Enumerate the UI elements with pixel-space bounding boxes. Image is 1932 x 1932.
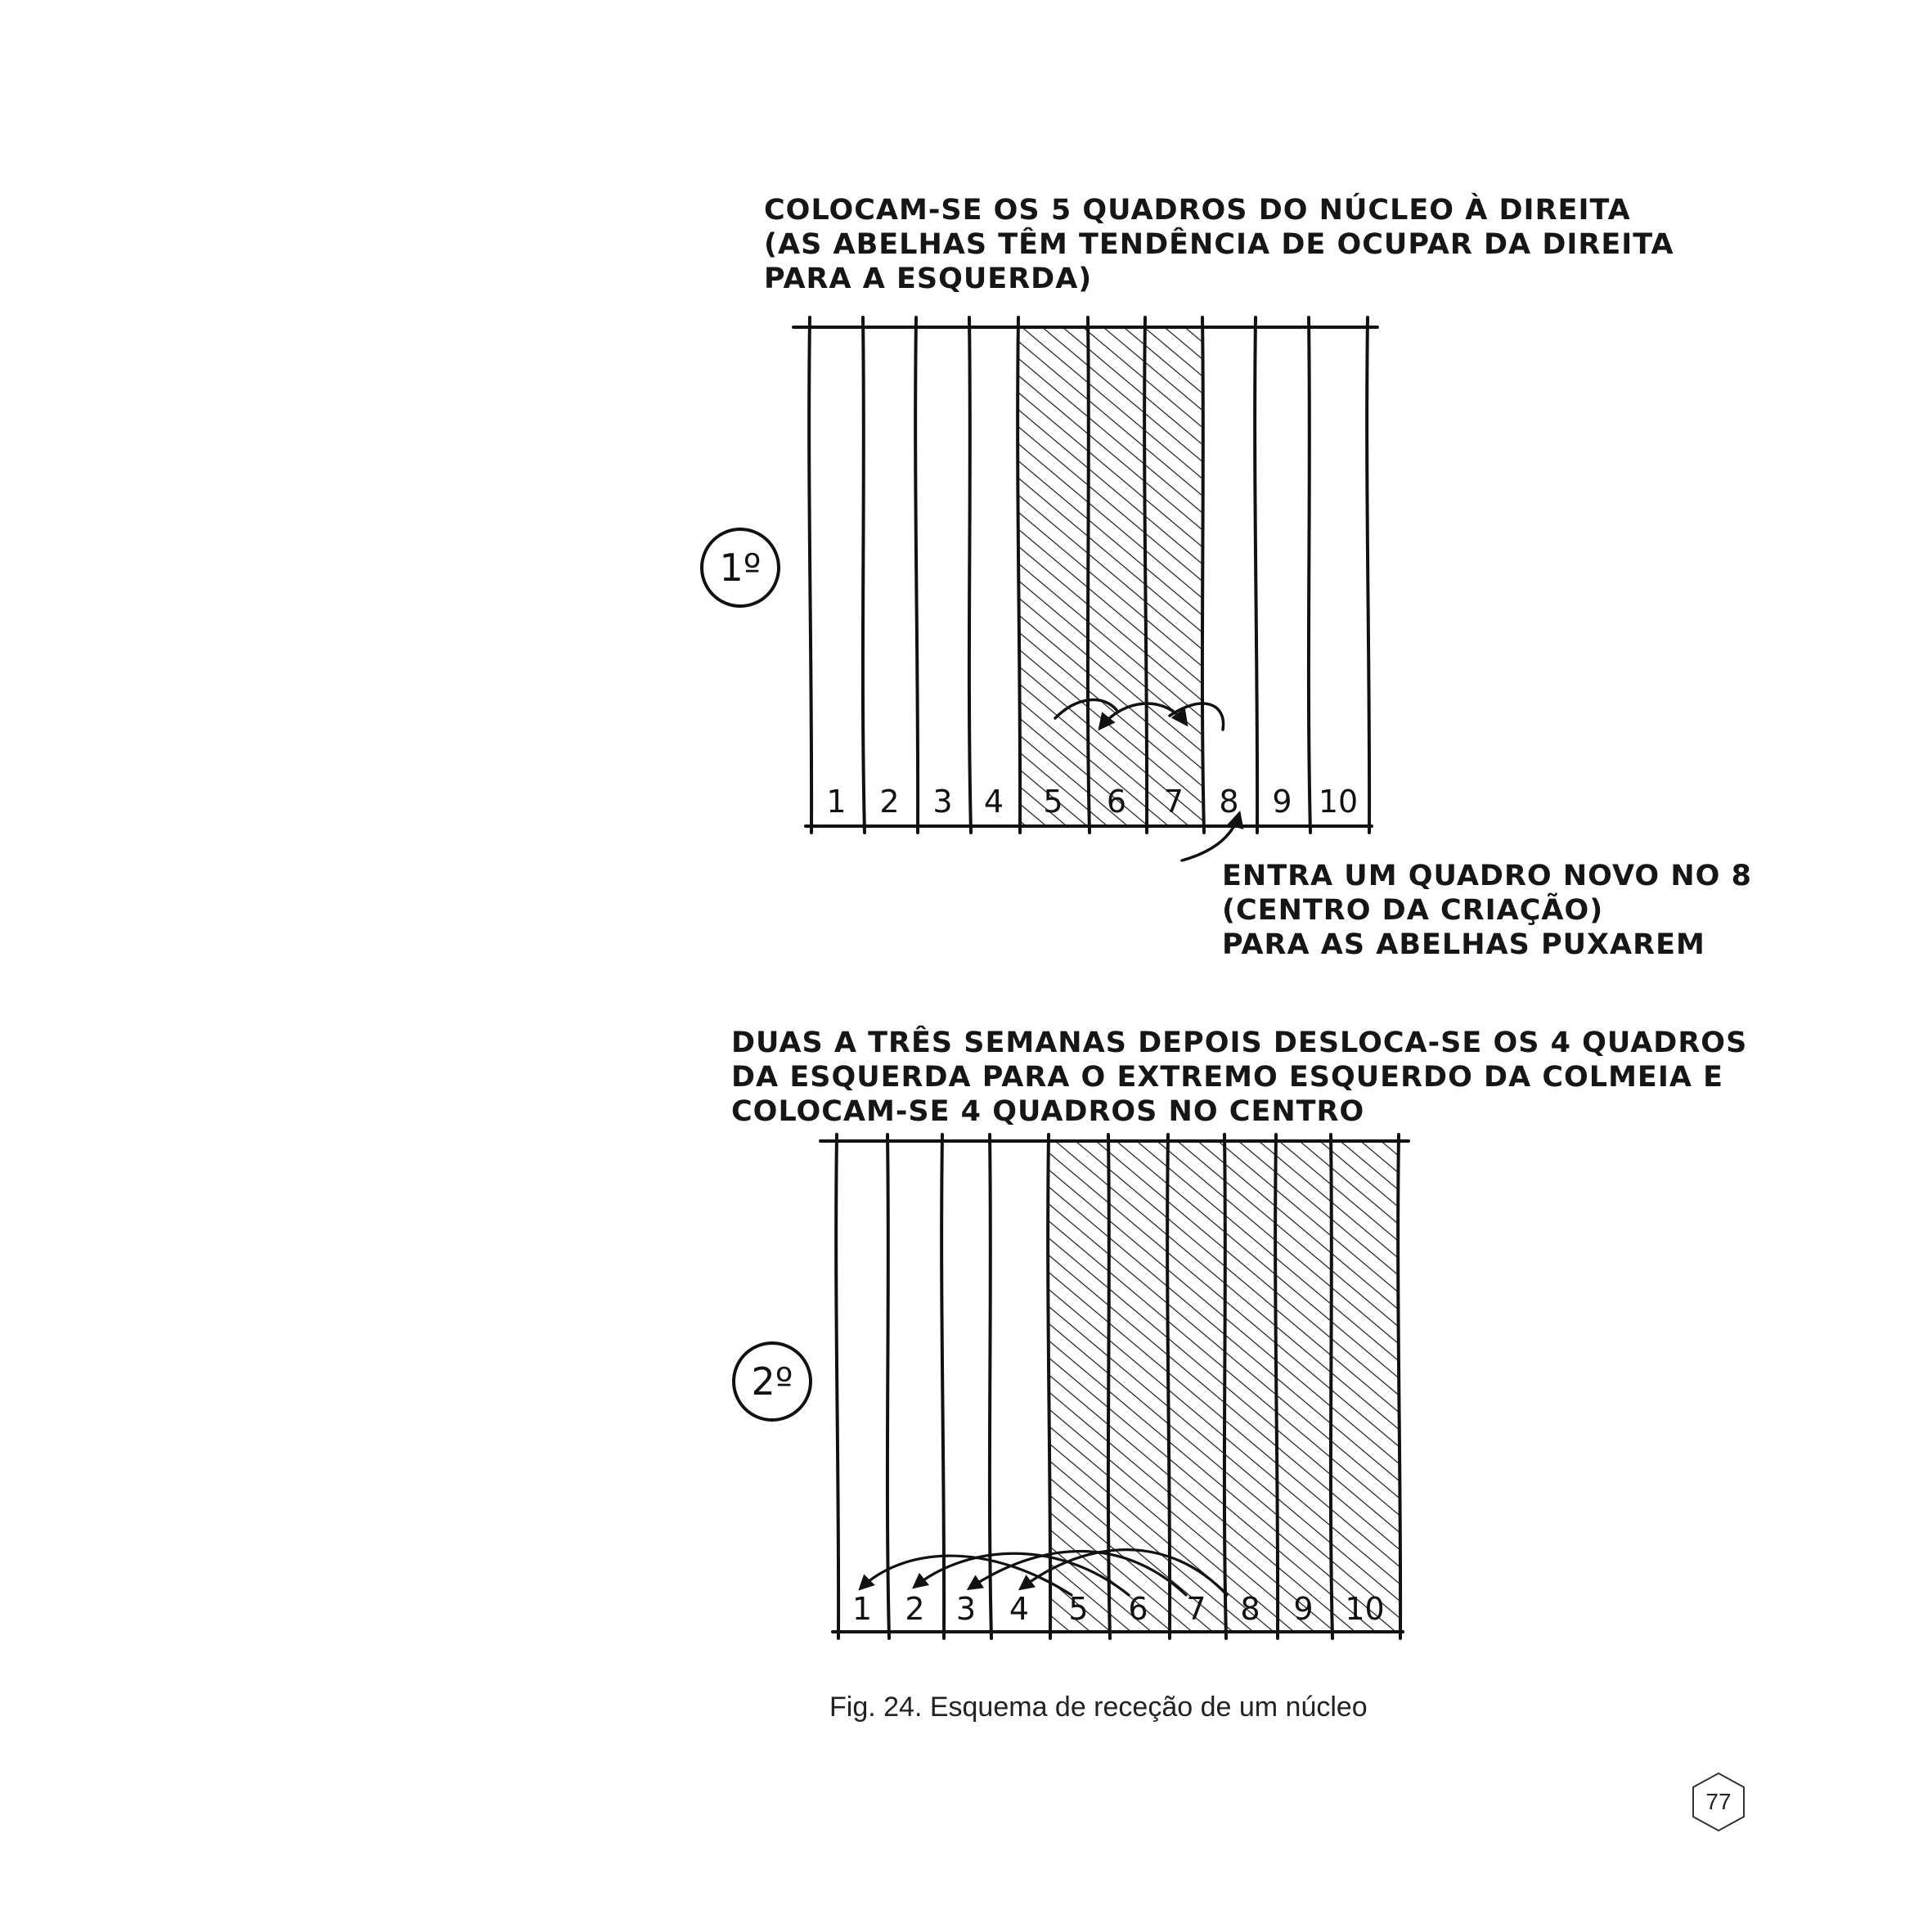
hatched-frame-8: [1224, 1141, 1276, 1632]
frame-number-label: 1: [851, 1591, 873, 1627]
step1-instruction-line: PARA A ESQUERDA): [764, 263, 1093, 295]
page-number: 77: [1705, 1789, 1732, 1814]
hive-diagram-step-1: [793, 317, 1377, 833]
frame-divider: [990, 1134, 991, 1638]
frame-divider: [1108, 1134, 1110, 1638]
frame-number-label: 8: [1240, 1591, 1260, 1627]
step2-instruction-line: COLOCAM-SE 4 QUADROS NO CENTRO: [731, 1095, 1365, 1128]
frame-divider: [969, 317, 971, 833]
step1-instruction-line: COLOCAM-SE OS 5 QUADROS DO NÚCLEO À DIREITA: [764, 194, 1631, 227]
frame-divider: [941, 1134, 944, 1638]
step-2-badge: 2º: [732, 1341, 812, 1422]
frame-number-label: 7: [1186, 1591, 1206, 1627]
frame-divider: [809, 317, 811, 833]
frame-divider: [1309, 317, 1310, 833]
hatched-frame-5: [1018, 327, 1088, 826]
frame-number-label: 8: [1219, 784, 1239, 820]
frame-number-label: 7: [1163, 784, 1184, 820]
new-frame-note-line: ENTRA UM QUADRO NOVO NO 8: [1222, 860, 1752, 892]
frame-number-label: 6: [1106, 784, 1127, 820]
frame-number-label: 1: [826, 784, 847, 820]
frame-number-label: 3: [955, 1591, 977, 1627]
hatched-frame-6: [1108, 1141, 1168, 1632]
frame-number-label: 4: [983, 784, 1004, 820]
frame-divider: [1367, 317, 1369, 833]
frame-number-label: 5: [1043, 784, 1063, 820]
frame-divider: [1255, 317, 1257, 833]
hatched-frame-7: [1145, 327, 1202, 826]
frame-divider: [1224, 1134, 1226, 1638]
frame-divider: [887, 1134, 889, 1638]
new-frame-note-line: PARA AS ABELHAS PUXAREM: [1222, 928, 1705, 961]
hatched-frame-10: [1331, 1141, 1399, 1632]
frame-divider: [1088, 317, 1090, 833]
frame-divider: [1202, 317, 1204, 833]
frame-number-label: 9: [1293, 1591, 1314, 1627]
frame-number-label: 2: [879, 784, 900, 820]
frame-divider: [863, 317, 865, 833]
step2-instruction-line: DUAS A TRÊS SEMANAS DEPOIS DESLOCA-SE OS 4 QUADROS: [731, 1027, 1748, 1059]
frame-divider: [915, 317, 918, 833]
figure-caption: Fig. 24. Esquema de receção de um núcleo: [829, 1692, 1368, 1723]
step2-instruction-line: DA ESQUERDA PARA O EXTREMO ESQUERDO DA COLMEIA E: [731, 1061, 1724, 1094]
frame-number-label: 3: [932, 784, 953, 820]
hatched-frame-9: [1276, 1141, 1331, 1632]
page-number-badge: [1690, 1771, 1747, 1833]
hatched-frame-6: [1088, 327, 1145, 826]
frame-number-label: 9: [1272, 784, 1292, 820]
frame-number-label: 10: [1318, 784, 1359, 820]
frame-number-label: 5: [1068, 1591, 1089, 1627]
step-1-badge: 1º: [700, 528, 780, 608]
frame-number-label: 4: [1009, 1591, 1030, 1627]
frame-number-label: 10: [1345, 1591, 1385, 1627]
new-frame-note-line: (CENTRO DA CRIAÇÃO): [1222, 894, 1604, 927]
frame-number-label: 6: [1128, 1591, 1148, 1627]
frame-number-label: 2: [905, 1591, 925, 1627]
step1-instruction-line: (AS ABELHAS TÊM TENDÊNCIA DE OCUPAR DA DIREITA: [764, 228, 1674, 261]
frame-divider: [836, 1134, 838, 1638]
frame-divider: [1331, 1134, 1332, 1638]
